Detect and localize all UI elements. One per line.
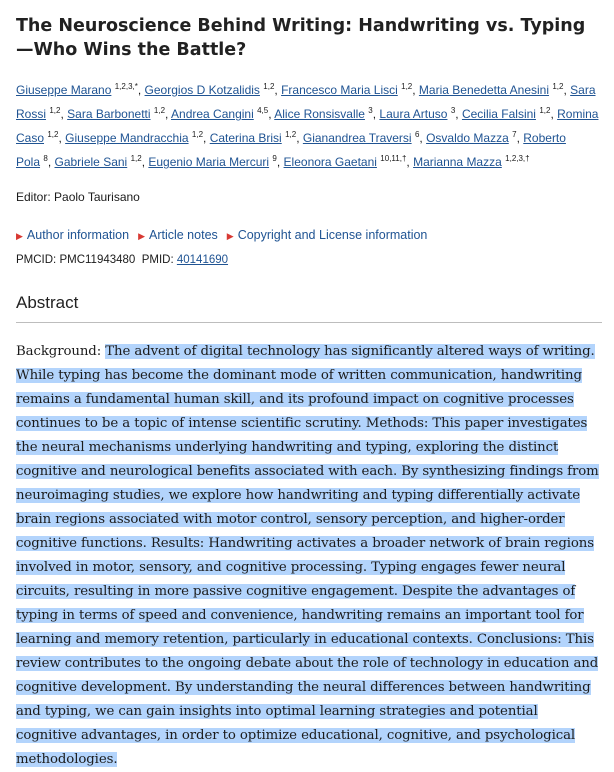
triangle-right-icon: ▶ xyxy=(16,231,23,241)
author-affiliation: 1,2 xyxy=(130,154,142,163)
article-notes-toggle[interactable] xyxy=(138,228,218,242)
author-affiliation: 1,2 xyxy=(47,130,59,139)
triangle-right-icon: ▶ xyxy=(226,231,234,241)
author-link[interactable]: Cecilia Falsini xyxy=(461,107,536,121)
author-link[interactable]: Marianna Mazza xyxy=(413,155,502,169)
pmid-link[interactable]: 40141690 xyxy=(176,254,229,266)
author-affiliation: 9 xyxy=(272,154,277,163)
author-link[interactable]: Osvaldo Mazza xyxy=(426,131,509,145)
author-information-label: Author information xyxy=(26,228,130,242)
author-link[interactable]: Georgios D Kotzalidis xyxy=(144,83,260,97)
author-affiliation: 1,2,3,† xyxy=(505,154,530,163)
author-affiliation: 8 xyxy=(43,154,48,163)
copyright-label: Copyright and License information xyxy=(237,228,428,242)
author-information-toggle[interactable] xyxy=(16,228,129,242)
article-ids xyxy=(16,254,602,266)
article-notes-label: Article notes xyxy=(148,228,218,242)
author-affiliation: 1,2 xyxy=(552,82,564,91)
author-affiliation: 1,2 xyxy=(191,130,204,139)
author-link[interactable]: Roberto Pola xyxy=(16,131,566,169)
author-link[interactable]: Francesco Maria Lisci xyxy=(281,83,398,97)
author-affiliation: 1,2,3,* xyxy=(114,82,138,91)
author-link[interactable]: Maria Benedetta Anesini xyxy=(418,83,550,97)
background-label: Background: xyxy=(16,344,102,359)
abstract-body xyxy=(16,340,602,772)
author-affiliation: 4,5 xyxy=(257,106,269,115)
author-link[interactable]: Gabriele Sani xyxy=(54,155,128,169)
author-link[interactable]: Romina Caso xyxy=(16,107,599,145)
triangle-right-icon: ▶ xyxy=(138,231,145,241)
author-list: Giuseppe Marano $^{1,2,3,*}$, Georgios D Kotzalidis $^{1,2}$, Francesco Maria Lisci $^{1,2}$, Maria Benedetta Anesini $^{1,2}$, Sara Rossi $^{1,2}$, Sara Barbonetti $^{1,2}$, Andrea Cangini $^{4,5}$, Alice Ronsisvalle $^3$, Laura Artuso $^3$, Cecilia Falsini $^{1,2}$, Romina Caso $^{1,2}$, Giuseppe Mandracchia $^{1,2}$, Caterina Brisi $^{1,2}$, Gianandrea Traversi $^6$, Osvaldo Mazza $^7$, Roberto Pola $^8$, Gabriele Sani $^{1,2}$, Eugenio Maria Mercuri $^9$, Eleonora Gaetani $^{10,11,\dagger}$, Marianna Mazza $^{1,2,3,\dagger}$ xyxy=(16,82,599,169)
article-info-links xyxy=(16,228,602,242)
author-affiliation: 10,11,† xyxy=(380,154,407,163)
author-link[interactable]: Eugenio Maria Mercuri xyxy=(148,155,270,169)
author-affiliation: 1,2 xyxy=(539,106,551,115)
author-link[interactable]: Eleonora Gaetani xyxy=(283,155,377,169)
pmcid: PMCID: PMC11943480 xyxy=(16,254,136,266)
author-affiliation: 1,2 xyxy=(153,106,166,115)
copyright-toggle[interactable] xyxy=(227,228,428,242)
author-affiliation: 6 xyxy=(414,130,420,139)
author-affiliation: 3 xyxy=(450,106,456,115)
article-title: The Neuroscience Behind Writing: Handwriting vs. Typing—Who Wins the Battle? xyxy=(16,16,586,60)
author-affiliation: 1,2 xyxy=(285,130,297,139)
selected-abstract-text[interactable]: The advent of digital technology has significantly altered ways of writing. While typing has become the dominant mode of written communication, handwriting remains a fundamental human skill, and its profound impact on cognitive processes continues to be a topic of intense scientific scrutiny. Methods: This paper investigates the neural mechanisms underlying handwriting and typing, exploring the distinct cognitive and neurological benefits associated with each. By synthesizing findings from neuroimaging studies, we explore how handwriting and typing differentially activate brain regions associated with motor control, sensory perception, and higher-order cognitive functions. Results: Handwriting activates a broader network of brain regions involved in motor, sensory, and cognitive processing. Typing engages fewer neural circuits, resulting in more passive cognitive engagement. Despite the advantages of typing in terms of speed and convenience, handwriting remains an important tool for learning and memory retention, particularly in educational contexts. Conclusions: This review contributes to the ongoing debate about the role of technology in education and cognitive development. By understanding the neural differences between handwriting and typing, we can gain insights into optimal learning strategies and potential cognitive advantages, in order to optimize educational, cognitive, and psychological methodologies. xyxy=(16,344,599,767)
author-affiliation: 1,2 xyxy=(263,82,275,91)
author-link[interactable]: Laura Artuso xyxy=(379,107,448,121)
author-link[interactable]: Andrea Cangini xyxy=(171,107,254,121)
author-link[interactable]: Giuseppe Mandracchia xyxy=(65,131,189,145)
author-affiliation: 7 xyxy=(512,130,517,139)
author-affiliation: 1,2 xyxy=(49,106,61,115)
author-link[interactable]: Caterina Brisi xyxy=(209,131,282,145)
author-affiliation: 3 xyxy=(368,106,373,115)
author-affiliation: 1,2 xyxy=(401,82,413,91)
abstract-heading: Abstract xyxy=(16,293,602,323)
author-link[interactable]: Alice Ronsisvalle xyxy=(274,107,365,121)
author-link[interactable]: Sara Barbonetti xyxy=(67,107,151,121)
pmid-label: PMID: xyxy=(141,254,174,266)
author-link[interactable]: Sara Rossi xyxy=(16,83,596,121)
author-link[interactable]: Gianandrea Traversi xyxy=(302,131,412,145)
editor-line: Editor: Paolo Taurisano xyxy=(16,190,140,204)
author-link[interactable]: Giuseppe Marano xyxy=(16,83,112,97)
